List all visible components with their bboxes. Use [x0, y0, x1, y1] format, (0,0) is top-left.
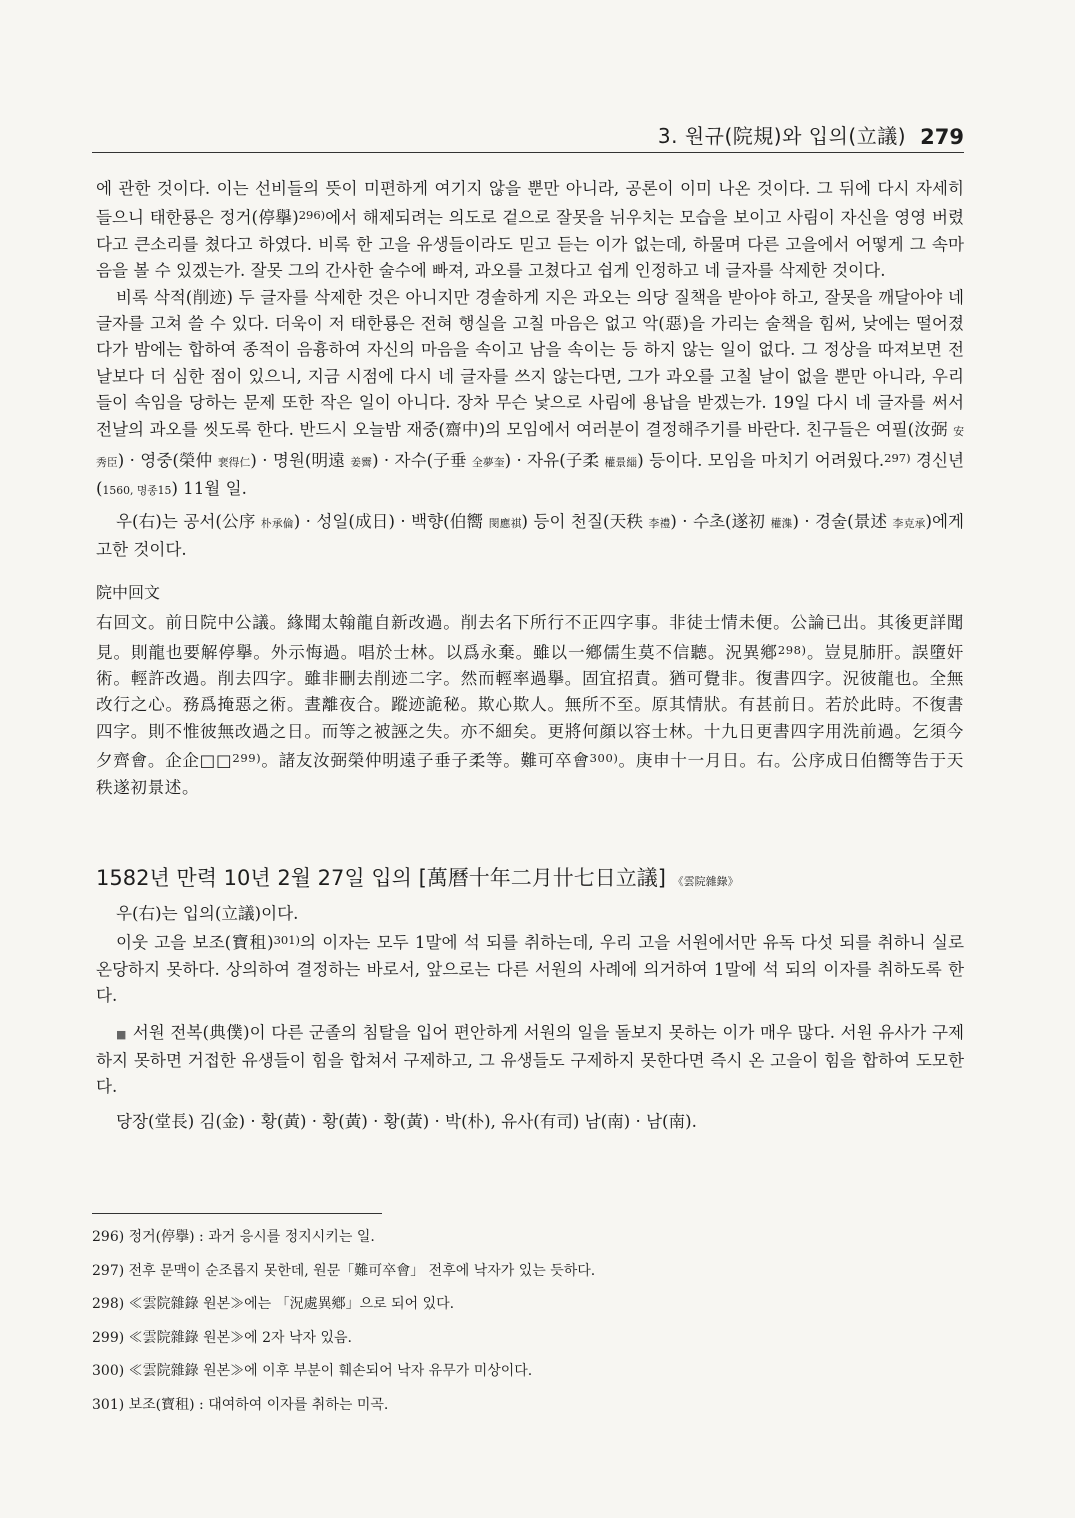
main-text	[96, 176, 964, 1135]
page-number: 279	[920, 125, 964, 149]
section-paragraph-2: 이웃 고을 보조(寶租)$^{301)}$의 이자는 모두 1말에 석 되를 취하는데, 우리 고을 서원에서만 유독 다섯 되를 취하니 실로 온당하지 못하다. 상의하여 결정하는 바로서, 앞으로는 다른 서원의 사례에 의거하여 1말에 석 되의 이자를 취하도록 한다.	[96, 933, 964, 1006]
footnote-ref-296: 296)	[298, 208, 326, 223]
footnote-299: 299) ≪雲院雜錄 원본≫에 2자 낙자 있음.	[92, 1329, 352, 1346]
section-heading: 1582년 만력 10년 2월 27일 입의 [萬曆十年二月卄七日立議] 《雲院雜錄》	[96, 865, 739, 890]
footnote-ref-300: 300)	[589, 751, 619, 766]
footnote-296: 296) 정거(停擧) : 과거 응시를 정지시키는 일.	[92, 1229, 375, 1245]
footnote-ref-299: 299)	[232, 751, 262, 766]
square-bullet-icon: ■	[116, 1027, 127, 1041]
section-source: 《雲院雜錄》	[672, 874, 739, 888]
note-paragraph: ■ 서원 전복(典僕)이 다른 군졸의 침탈을 입어 편안하게 서원의 일을 돌보지 못하는 이가 매우 많다. 서원 유사가 구제하지 못하면 거접한 유생들이 힘을 합쳐서 구제하고, 그 유생들도 구제하지 못한다면 즉시 온 고을이 힘을 합하여 도모한다.	[96, 1022, 964, 1097]
paragraph-1: 에 관한 것이다. 이는 선비들의 뜻이 미편하게 여기지 않을 뿐만 아니라, 공론이 이미 나온 것이다. 그 뒤에 다시 자세히 들으니 태한룡은 정거(停擧)$^{296)}$에서 해제되려는 의도로 겉으로 잘못을 뉘우치는 모습을 보이고 사림이 자신을 영영 버렸다고 큰소리를 쳤다고 하였다. 비록 한 고을 유생들이라도 믿고 듣는 이가 없는데, 하물며 다른 고을에서 어떻게 그 속마음을 볼 수 있겠는가. 잘못 그의 간사한 술수에 빠져, 과오를 고쳤다고 쉽게 인정하고 네 글자를 삭제한 것이다.	[96, 179, 965, 281]
footnote-ref-301: 301)	[273, 933, 301, 948]
paragraph-3: 우(右)는 공서(公序 朴承倫) · 성일(成日) · 백향(伯嚮 閔應祺) 등이 천질(天秩 李禮) · 수초(遂初 權潗) · 경술(景述 李克承)에게 고한 것이다.	[96, 511, 965, 560]
footnotes	[92, 1228, 964, 1430]
paragraph-2: 비록 삭적(削迹) 두 글자를 삭제한 것은 아니지만 경솔하게 지은 과오는 의당 질책을 받아야 하고, 잘못을 깨달아야 네 글자를 고쳐 쓸 수 있다. 더욱이 저 태한룡은 전혀 행실을 고칠 마음은 없고 악(惡)을 가리는 술책을 힘써, 낮에는 떨어졌다가 밤에는 합하여 종적이 음흉하여 자신의 마음을 속이고 남을 속이는 등 하지 않는 일이 없다. 그 정상을 따져보면 전날보다 더 심한 점이 있으니, 지금 시점에 다시 네 글자를 쓰지 않는다면, 그가 과오를 고칠 날이 없을 뿐만 아니라, 우리들이 속임을 당하는 문제 또한 작은 일이 아니다. 장차 무슨 낯으로 사림에 용납을 받겠는가. 19일 다시 네 글자를 써서 전날의 과오를 씻도록 한다. 반드시 오늘밤 재중(齋中)의 모임에서 여러분이 결정해주기를 바란다. 친구들은 여필(汝弼 安秀臣) · 영중(榮仲 裵得仁) · 명원(明遠 姜霽) · 자수(子垂 全夢奎) · 자유(子柔 權景緇) 등이다. 모임을 마치기 어려웠다.$^{297)}$ 경신년(1560, 명종15) 11월 일.	[96, 287, 965, 499]
hanmun-text: 右回文。前日院中公議。緣聞太翰龍自新改過。削去名下所行不正四字事。非徒士情未便。公論已出。其後更詳聞見。則龍也要解停擧。外示悔過。唱於士林。以爲永棄。雖以一鄕儒生莫不信聽。況異鄕$^{298)}$。豈見肺肝。誤墮奸術。輕許改過。削去四字。雖非刪去削迹二字。然而輕率過擧。固宜招責。猶可覺非。復書四字。況彼龍也。全無改行之心。務爲掩惡之術。晝離夜合。蹤迹詭秘。欺心欺人。無所不至。原其情狀。有甚前日。若於此時。不復書四字。則不惟彼無改過之日。而等之被誣之失。亦不細矣。更將何顔以容士林。十九日更書四字用洗前過。乞須今夕齊會。企企□□$^{299)}$。諸友汝弼榮仲明遠子垂子柔等。難可卒會$^{300)}$。庚申十一月日。右。公序成日伯嚮等告于天秩遂初景述。	[96, 613, 965, 797]
footnote-divider	[92, 1213, 382, 1214]
footnote-298: 298) ≪雲院雜錄 원본≫에는 「況處異鄕」으로 되어 있다.	[92, 1296, 455, 1313]
chapter-title: 3. 원규(院規)와 입의(立議)	[657, 124, 906, 148]
footnote-297: 297) 전후 문맥이 순조롭지 못한데, 원문「難可卒會」 전후에 낙자가 있는 듯하다.	[92, 1262, 596, 1279]
footnote-301: 301) 보조(寶租) : 대여하여 이자를 취하는 미곡.	[92, 1396, 389, 1413]
missing-chars: □□	[199, 751, 233, 771]
footnote-ref-298: 298)	[777, 642, 807, 657]
running-header	[92, 118, 964, 153]
staff-list: 당장(堂長) 김(金) · 황(黃) · 황(黃) · 황(黃) · 박(朴), 유사(有司) 남(南) · 남(南).	[116, 1111, 697, 1131]
hanmun-title: 院中回文	[96, 582, 161, 602]
section-paragraph-1: 우(右)는 입의(立議)이다.	[116, 903, 299, 923]
footnote-ref-297: 297)	[884, 451, 911, 466]
footnote-300: 300) ≪雲院雜錄 원본≫에 이후 부분이 훼손되어 낙자 유무가 미상이다.	[92, 1363, 533, 1380]
